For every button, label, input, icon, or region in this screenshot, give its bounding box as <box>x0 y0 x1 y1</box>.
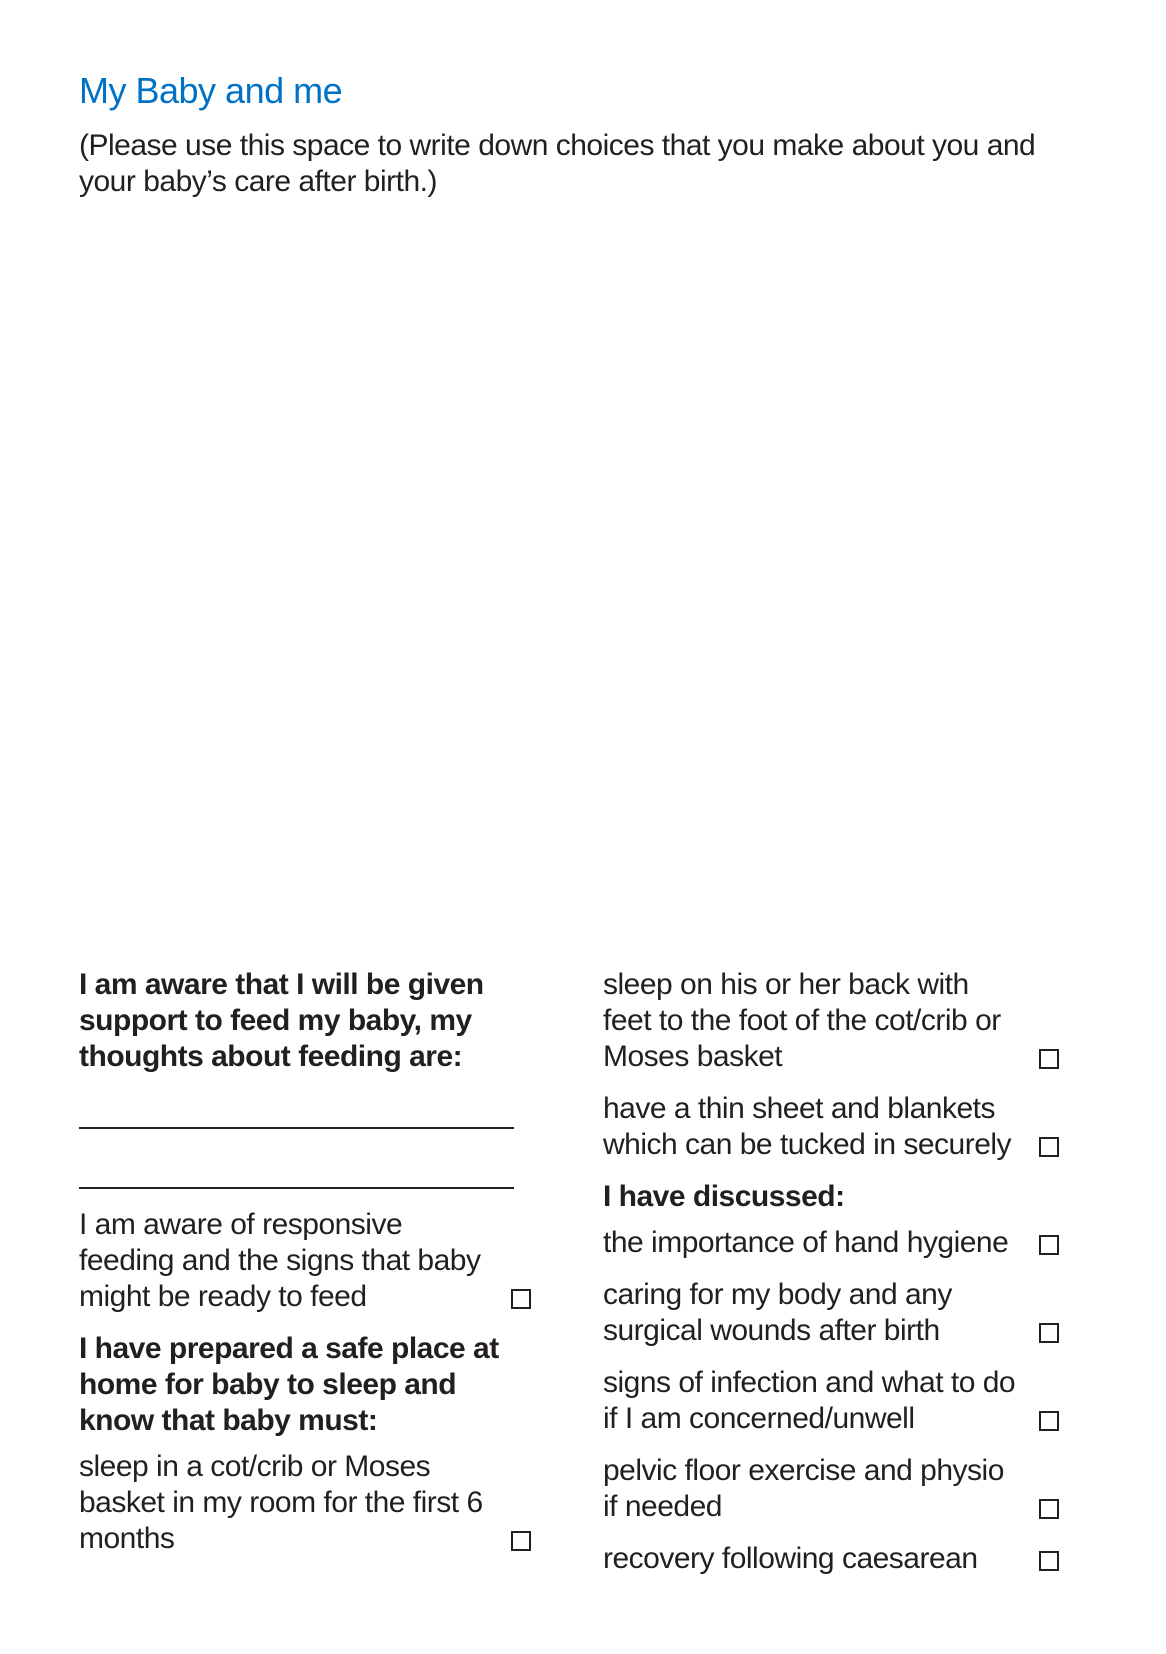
caesarean-recovery-label: recovery following caesarean <box>603 1542 978 1575</box>
pelvic-floor-checkbox[interactable] <box>1039 1499 1059 1519</box>
hand-hygiene-label: the importance of hand hygiene <box>603 1226 1009 1259</box>
thin-sheet-checkbox[interactable] <box>1039 1137 1059 1157</box>
infection-signs-label: signs of infection and what to do if I am concerned/unwell <box>603 1366 1016 1435</box>
responsive-feeding-label: I am aware of responsive feeding and the signs that baby might be ready to feed <box>79 1208 481 1313</box>
sleep-in-cot-item <box>79 1449 531 1557</box>
pelvic-floor-item <box>603 1453 1059 1525</box>
intro-text: (Please use this space to write down choices that you make about you and your baby’s care after birth.) <box>79 129 1036 198</box>
responsive-feeding-item <box>79 1207 531 1315</box>
thin-sheet-item <box>603 1091 1059 1163</box>
caesarean-recovery-item <box>603 1541 1059 1577</box>
page-title: My Baby and me <box>79 70 343 111</box>
right-column <box>603 967 1059 1593</box>
sleep-on-back-item <box>603 967 1059 1075</box>
discussed-heading: I have discussed: <box>603 1180 845 1213</box>
hand-hygiene-item <box>603 1225 1059 1261</box>
left-column <box>79 967 531 1573</box>
feeding-thoughts-line-2[interactable] <box>79 1147 514 1189</box>
body-care-item <box>603 1277 1059 1349</box>
responsive-feeding-checkbox[interactable] <box>511 1289 531 1309</box>
sleep-on-back-checkbox[interactable] <box>1039 1049 1059 1069</box>
safe-sleep-heading: I have prepared a safe place at home for baby to sleep and know that baby must: <box>79 1332 499 1437</box>
hand-hygiene-checkbox[interactable] <box>1039 1235 1059 1255</box>
sleep-in-cot-label: sleep in a cot/crib or Moses basket in my room for the first 6 months <box>79 1450 483 1555</box>
sleep-in-cot-checkbox[interactable] <box>511 1531 531 1551</box>
thin-sheet-label: have a thin sheet and blankets which can be tucked in securely <box>603 1092 1012 1161</box>
sleep-on-back-label: sleep on his or her back with feet to the foot of the cot/crib or Moses basket <box>603 968 1001 1073</box>
feeding-heading: I am aware that I will be given support to feed my baby, my thoughts about feeding are: <box>79 968 484 1073</box>
body-care-label: caring for my body and any surgical wounds after birth <box>603 1278 952 1347</box>
infection-signs-item <box>603 1365 1059 1437</box>
feeding-thoughts-line-1[interactable] <box>79 1087 514 1129</box>
caesarean-recovery-checkbox[interactable] <box>1039 1551 1059 1571</box>
body-care-checkbox[interactable] <box>1039 1323 1059 1343</box>
pelvic-floor-label: pelvic floor exercise and physio if needed <box>603 1454 1004 1523</box>
infection-signs-checkbox[interactable] <box>1039 1411 1059 1431</box>
